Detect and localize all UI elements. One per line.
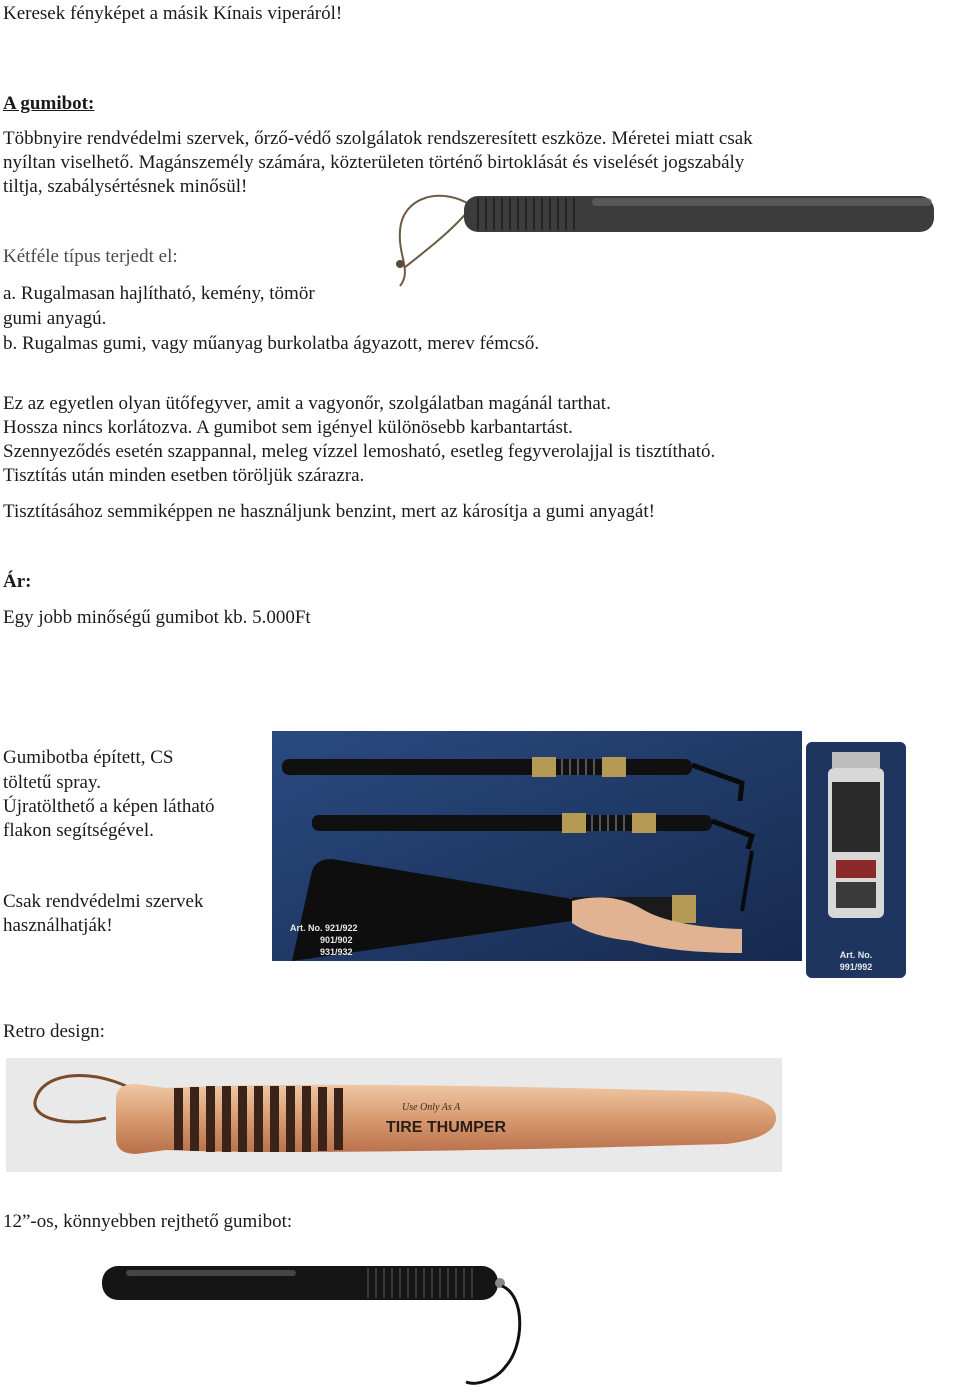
body-line: Szennyeződés esetén szappannal, meleg vízzel lemosható, esetleg fegyverolajjal is tisztítható.: [3, 441, 716, 462]
spray-line: flakon segítségével.: [3, 820, 154, 841]
tire-thumper-photo: [6, 1058, 782, 1172]
intro-line: Többnyire rendvédelmi szervek, őrző-védő szolgálatok rendszeresített eszköze. Méretei miatt csak: [3, 128, 753, 149]
photo-label-line: Art. No. 921/922: [290, 923, 358, 933]
photo-label-line: 901/902: [320, 935, 353, 945]
spray-note-line: használhatják!: [3, 915, 113, 936]
warning-line: Tisztításához semmiképpen ne használjunk benzint, mert az károsítja a gumi anyagát!: [3, 501, 655, 522]
spray-baton-1: [282, 759, 692, 775]
intro-line: tiltja, szabálysértésnek minősül!: [3, 176, 248, 197]
spray-line: töltetű spray.: [3, 772, 101, 793]
intro-line: nyíltan viselhető. Magánszemély számára, közterületen történő birtoklását és viselését jogszabály: [3, 152, 745, 173]
brand-small-text: Use Only As A: [402, 1102, 461, 1113]
types-heading: Kétféle típus terjedt el:: [3, 246, 178, 267]
body-line: Ez az egyetlen olyan ütőfegyver, amit a vagyonőr, szolgálatban magánál tarthat.: [3, 393, 611, 414]
section-heading-gumibot: A gumibot:: [3, 93, 95, 114]
spray-batons-photo: [272, 731, 802, 961]
cord-knot: [396, 260, 404, 268]
price-text: Egy jobb minőségű gumibot kb. 5.000Ft: [3, 607, 311, 628]
page-title: Keresek fényképet a másik Kínais viperáról!: [3, 3, 343, 24]
spray-line: Gumibotba épített, CS: [3, 747, 174, 768]
flask-label-line: 991/992: [839, 962, 873, 972]
photo-label-line: 931/932: [320, 947, 353, 957]
spray-flask-photo: [806, 742, 906, 978]
body-line: Tisztítás után minden esetben töröljük szárazra.: [3, 465, 365, 486]
body-line: Hossza nincs korlátozva. A gumibot sem igényel különösebb karbantartást.: [3, 417, 573, 438]
brand-big-text: TIRE THUMPER: [386, 1119, 506, 1136]
type-b-line: b. Rugalmas gumi, vagy műanyag burkolatba ágyazott, merev fémcső.: [3, 333, 540, 354]
retro-heading: Retro design:: [3, 1021, 105, 1042]
short-baton-heading: 12”-os, könnyebben rejthető gumibot:: [3, 1211, 293, 1232]
spray-line: Újratölthető a képen látható: [3, 796, 215, 817]
price-heading: Ár:: [3, 571, 32, 592]
type-a-line: gumi anyagú.: [3, 308, 107, 329]
rubber-baton-photo: [362, 176, 960, 318]
spray-note-line: Csak rendvédelmi szervek: [3, 891, 204, 912]
short-baton-photo: [96, 1256, 526, 1392]
flask-label-line: Art. No.: [839, 950, 873, 960]
type-a-line: a. Rugalmasan hajlítható, kemény, tömör: [3, 283, 315, 304]
